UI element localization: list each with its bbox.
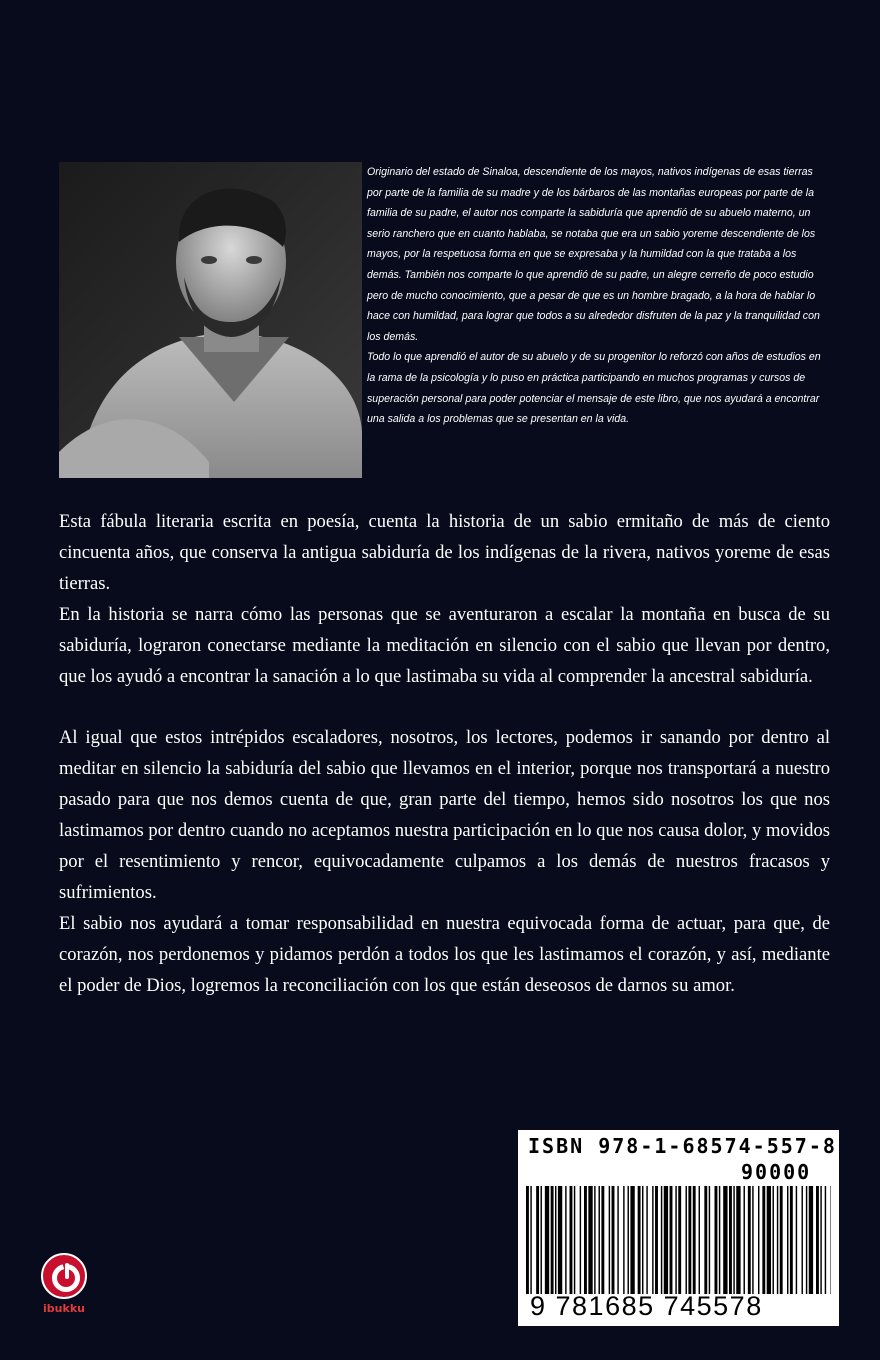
barcode-bar	[686, 1186, 687, 1294]
barcode-bar	[551, 1186, 554, 1294]
barcode-bar	[601, 1186, 604, 1294]
barcode-bar	[565, 1186, 566, 1294]
barcode-bar	[638, 1186, 641, 1294]
barcode-bar	[790, 1186, 793, 1294]
barcode-bar	[729, 1186, 732, 1294]
barcode-bars	[526, 1186, 831, 1294]
barcode-bar	[541, 1186, 542, 1294]
barcode-bar	[545, 1186, 549, 1294]
barcode-bar	[609, 1186, 610, 1294]
barcode-bar	[796, 1186, 797, 1294]
barcode-bar	[816, 1186, 819, 1294]
isbn-barcode	[518, 1130, 839, 1326]
author-bio	[367, 162, 829, 430]
barcode-bar	[664, 1186, 668, 1294]
ean-digits: 9 781685 745578	[530, 1291, 763, 1321]
barcode-bar	[526, 1186, 529, 1294]
barcode-bar	[678, 1186, 681, 1294]
barcode-bar	[661, 1186, 662, 1294]
publisher-name: ibukku	[43, 1302, 85, 1315]
barcode-bar	[733, 1186, 734, 1294]
barcode-bar	[744, 1186, 745, 1294]
barcode-bar	[825, 1186, 826, 1294]
barcode-bar	[584, 1186, 587, 1294]
barcode-bar	[723, 1186, 727, 1294]
barcode-bar	[617, 1186, 618, 1294]
synopsis-paragraph: Esta fábula literaria escrita en poesía, cuenta la historia de un sabio ermitaño de más de ciento cincuenta años, que conserva la antigua sabiduría de los indígenas de la rivera, nativos yoreme de esas tierras.	[59, 511, 830, 594]
price-code: 90000	[741, 1160, 812, 1184]
barcode-bar	[558, 1186, 562, 1294]
barcode-bar	[580, 1186, 581, 1294]
barcode-bar	[709, 1186, 710, 1294]
barcode-bar	[623, 1186, 624, 1294]
barcode-bar	[767, 1186, 771, 1294]
barcode-bar	[628, 1186, 629, 1294]
barcode-bar	[820, 1186, 821, 1294]
barcode-bar	[693, 1186, 696, 1294]
synopsis-paragraph: En la historia se narra cómo las personas que se aventuraron a escalar la montaña en busca de su sabiduría, lograron conectarse mediante la meditación en silencio con el sabio que llevan por dentro, que los ayudó a encontrar la sanación a lo que lastimaba su vida al comprender la ancestral sabiduría.	[59, 604, 830, 687]
barcode-bar	[675, 1186, 676, 1294]
barcode-bar	[536, 1186, 539, 1294]
barcode-bar	[806, 1186, 807, 1294]
barcode-bar	[736, 1186, 740, 1294]
bio-paragraph: Todo lo que aprendió el autor de su abuelo y de su progenitor lo reforzó con años de estudios en la rama de la psicología y lo puso en práctica participando en muchos programas y cursos de superación personal para poder potenciar el mensaje de este libro, que nos ayudará a encontrar una salida a los problemas que se presentan en la vida.	[367, 351, 821, 426]
barcode-bar	[762, 1186, 765, 1294]
barcode-bar	[670, 1186, 673, 1294]
barcode-bar	[719, 1186, 720, 1294]
barcode-bar	[809, 1186, 813, 1294]
book-synopsis	[59, 506, 830, 1001]
barcode-bar	[704, 1186, 707, 1294]
barcode-bar	[777, 1186, 778, 1294]
barcode-bar	[555, 1186, 556, 1294]
bio-paragraph: Originario del estado de Sinaloa, descendiente de los mayos, nativos indígenas de esas tierras por parte de la familia de su madre y de los bárbaros de las montañas europeas por parte de la familia de su padre, el autor nos comparte la sabiduría que aprendió de su abuelo materno, un serio ranchero que en cuanto hablaba, se notaba que era un sabio yoreme descendiente de los mayos, por la respetuosa forma en que se expresaba y la humildad con la que trataba a los demás. También nos comparte lo que aprendió de su padre, un alegre cerreño de poco estudio pero de mucho conocimiento, que a pesar de que es un hombre bragado, a la hora de hablar lo hace con humildad, para lograr que todos a su alrededor disfruten de la paz y la tranquilidad con los demás.	[367, 166, 820, 343]
barcode-bar	[752, 1186, 753, 1294]
barcode-bar	[802, 1186, 803, 1294]
publisher-logo	[38, 1250, 90, 1326]
barcode-bar	[646, 1186, 647, 1294]
barcode-bar	[599, 1186, 600, 1294]
synopsis-paragraph: Al igual que estos intrépidos escaladores, nosotros, los lectores, podemos ir sanando por dentro al meditar en silencio la sabiduría del sabio que llevamos en el interior, porque nos transportará a nuestro pasado para que nos demos cuenta de que, gran parte del tiempo, hemos sido nosotros los que nos lastimamos por dentro cuando no aceptamos nuestra participación en lo que nos causa dolor, y movidos por el resentimiento y rencor, equivocadamente culpamos a los demás de nuestros fracasos y sufrimientos.	[59, 727, 830, 903]
barcode-bar	[787, 1186, 788, 1294]
barcode-bar	[642, 1186, 643, 1294]
barcode-bar	[699, 1186, 700, 1294]
author-photo	[59, 162, 362, 478]
barcode-bar	[570, 1186, 573, 1294]
barcode-bar	[688, 1186, 691, 1294]
author-portrait-icon	[59, 162, 362, 478]
barcode-bar	[530, 1186, 531, 1294]
barcode-bar	[652, 1186, 653, 1294]
isbn-number: ISBN 978-1-68574-557-8	[528, 1134, 837, 1158]
power-icon	[41, 1253, 87, 1299]
barcode-bar	[780, 1186, 783, 1294]
barcode-bar	[773, 1186, 774, 1294]
barcode-bar	[831, 1186, 832, 1294]
barcode-bar	[588, 1186, 592, 1294]
barcode-bar	[594, 1186, 595, 1294]
barcode-bar	[758, 1186, 759, 1294]
synopsis-paragraph: El sabio nos ayudará a tomar responsabilidad en nuestra equivocada forma de actuar, para que, de corazón, nos perdonemos y pidamos perdón a todos los que les lastimamos el corazón, y así, mediante el poder de Dios, logremos la reconciliación con los que están deseosos de darnos su amor.	[59, 913, 830, 996]
barcode-bar	[574, 1186, 575, 1294]
barcode-bar	[655, 1186, 658, 1294]
barcode-bar	[630, 1186, 634, 1294]
barcode-bar	[715, 1186, 718, 1294]
barcode-bar	[612, 1186, 615, 1294]
barcode-bar	[748, 1186, 751, 1294]
